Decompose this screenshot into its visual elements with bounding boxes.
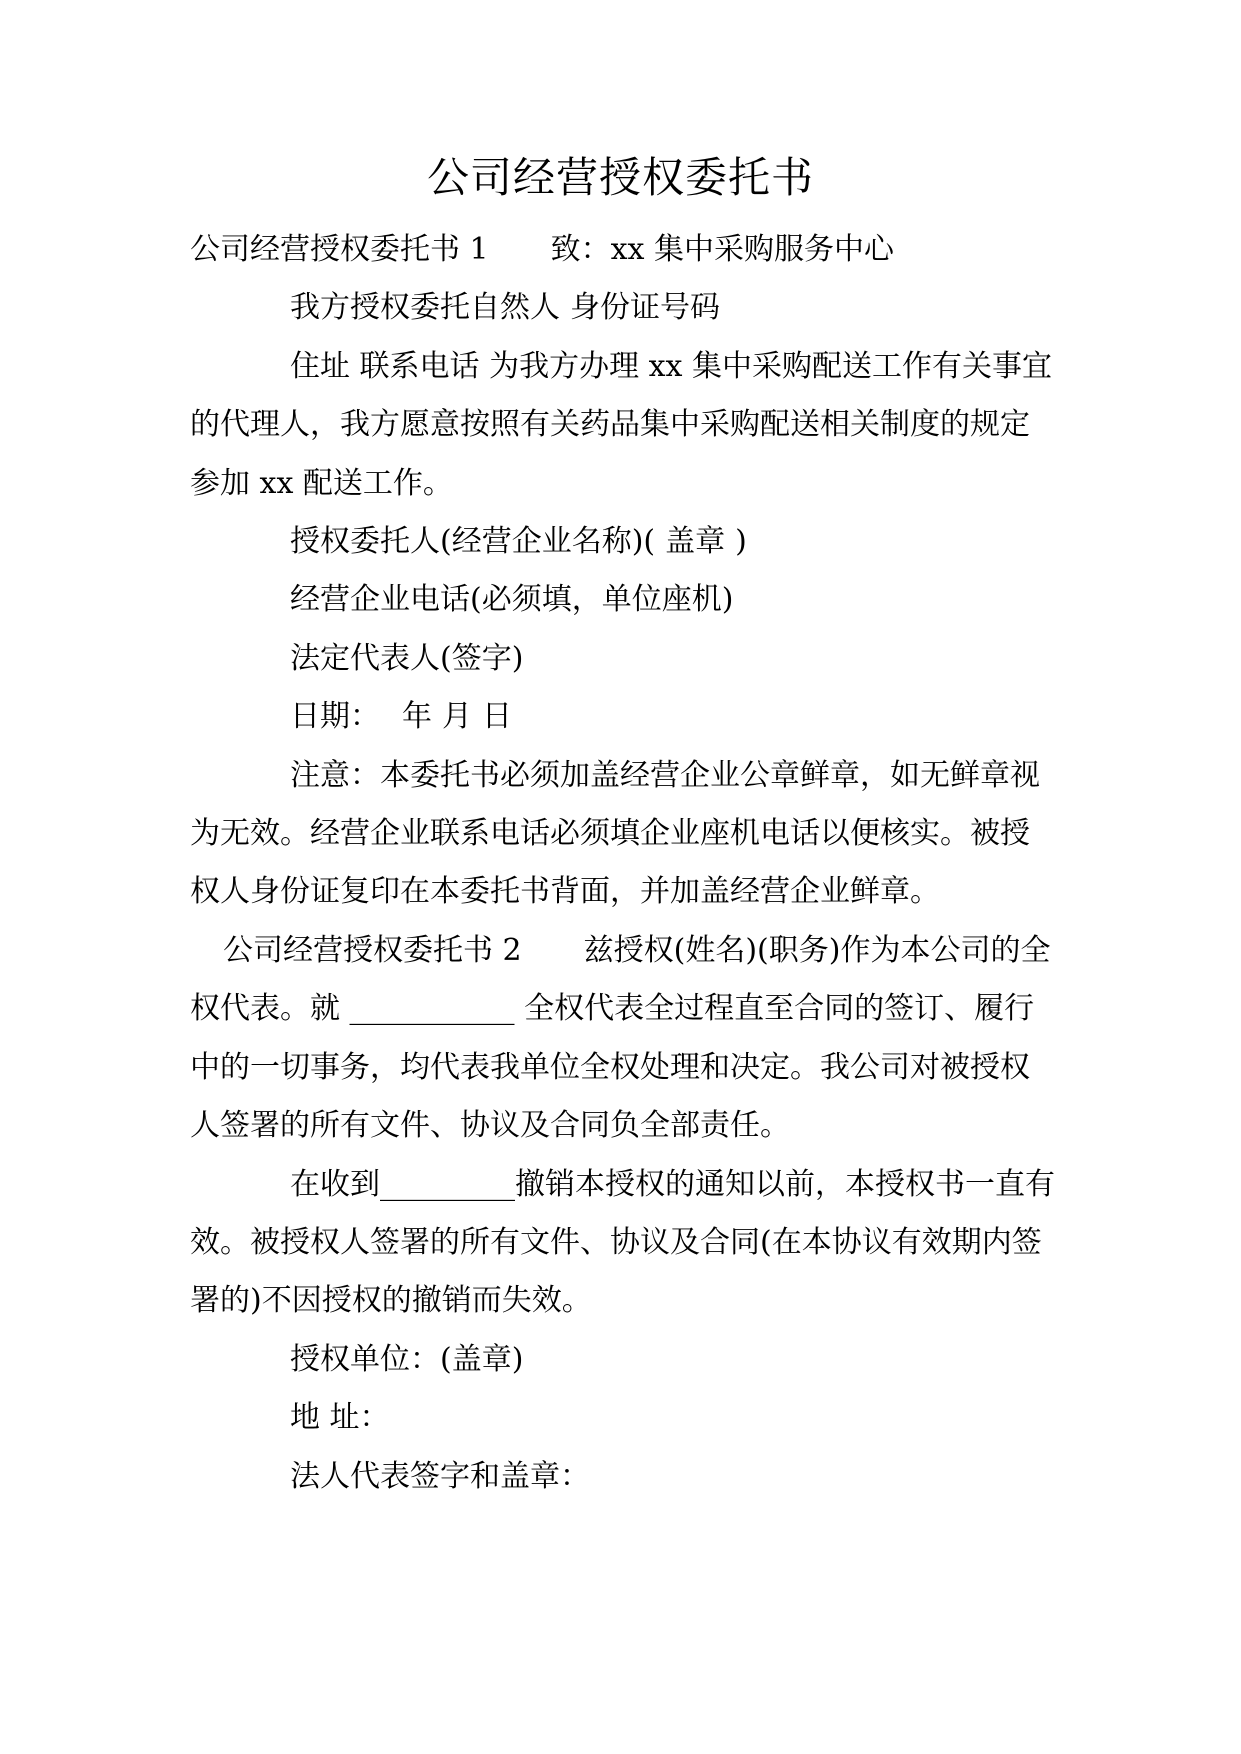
authorizing-unit-seal: (盖章) — [440, 1341, 524, 1377]
grantor-label: 授权委托人(经营企业名称)( — [290, 524, 656, 560]
principal-label: 我方授权委托自然人 — [290, 290, 560, 326]
representation-blank: ___________ — [349, 991, 515, 1027]
date-day: 日 — [482, 699, 512, 735]
company-phone-line: 经营企业电话(必须填，单位座机) — [290, 582, 734, 618]
grantor-close: ) — [735, 524, 747, 560]
note-paragraph: 注意：本委托书必须加盖经营企业公章鲜章，如无鲜章视为无效。经营企业联系电话必须填企业座机电话以便核实。被授权人身份证复印在本委托书背面，并加盖经营企业鲜章。 — [190, 757, 1040, 910]
date-month: 月 — [442, 699, 472, 735]
authorizing-unit-line — [190, 1331, 1058, 1389]
letter2-heading: 公司经营授权委托书 2 — [223, 932, 522, 968]
letter1-heading: 公司经营授权委托书 1 — [190, 232, 489, 267]
letter1-heading-line — [190, 221, 1058, 279]
letter1-recipient: 致：xx 集中采购服务中心 — [550, 232, 894, 267]
principal-line — [190, 279, 1058, 337]
legal-representative-line: 法定代表人(签字) — [290, 640, 524, 676]
letter2-intro-rest: 全权代表全过程直至合同的签订、履行中的一切事务，均代表我单位全权处理和决定。我公司对被授权人签署的所有文件、协议及合同负全部责任。 — [190, 991, 1035, 1144]
document-title: 公司经营授权委托书 — [426, 153, 814, 202]
revocation-blank: _________ — [380, 1166, 515, 1202]
document-body — [190, 221, 1058, 1506]
revocation-paragraph — [190, 1156, 1058, 1331]
letter2-intro-paragraph — [190, 922, 1058, 1156]
date-line — [190, 688, 1058, 746]
legal-signature-line: 法人代表签字和盖章： — [290, 1458, 590, 1494]
revocation-start: 在收到 — [290, 1166, 380, 1202]
date-year: 年 — [402, 699, 432, 735]
revocation-rest: 撤销本授权的通知以前，本授权书一直有效。被授权人签署的所有文件、协议及合同(在本协议有效期内签署的)不因授权的撤销而失效。 — [190, 1166, 1055, 1319]
authorizing-unit-label: 授权单位： — [290, 1341, 440, 1377]
address-paragraph: 住址 联系电话 为我方办理 xx 集中采购配送工作有关事宜的代理人，我方愿意按照有关药品集中采购配送相关制度的规定参加 xx 配送工作。 — [190, 348, 1052, 501]
date-label: 日期： — [290, 699, 380, 735]
grantor-line — [190, 513, 1058, 571]
letter2-intro: 兹授权(姓名)(职务)作为本公司的全权代表。就 — [190, 932, 1051, 1027]
address-line: 地 址： — [290, 1400, 390, 1436]
grantor-seal-label: 盖章 — [665, 524, 726, 560]
id-number-label: 身份证号码 — [570, 290, 720, 326]
